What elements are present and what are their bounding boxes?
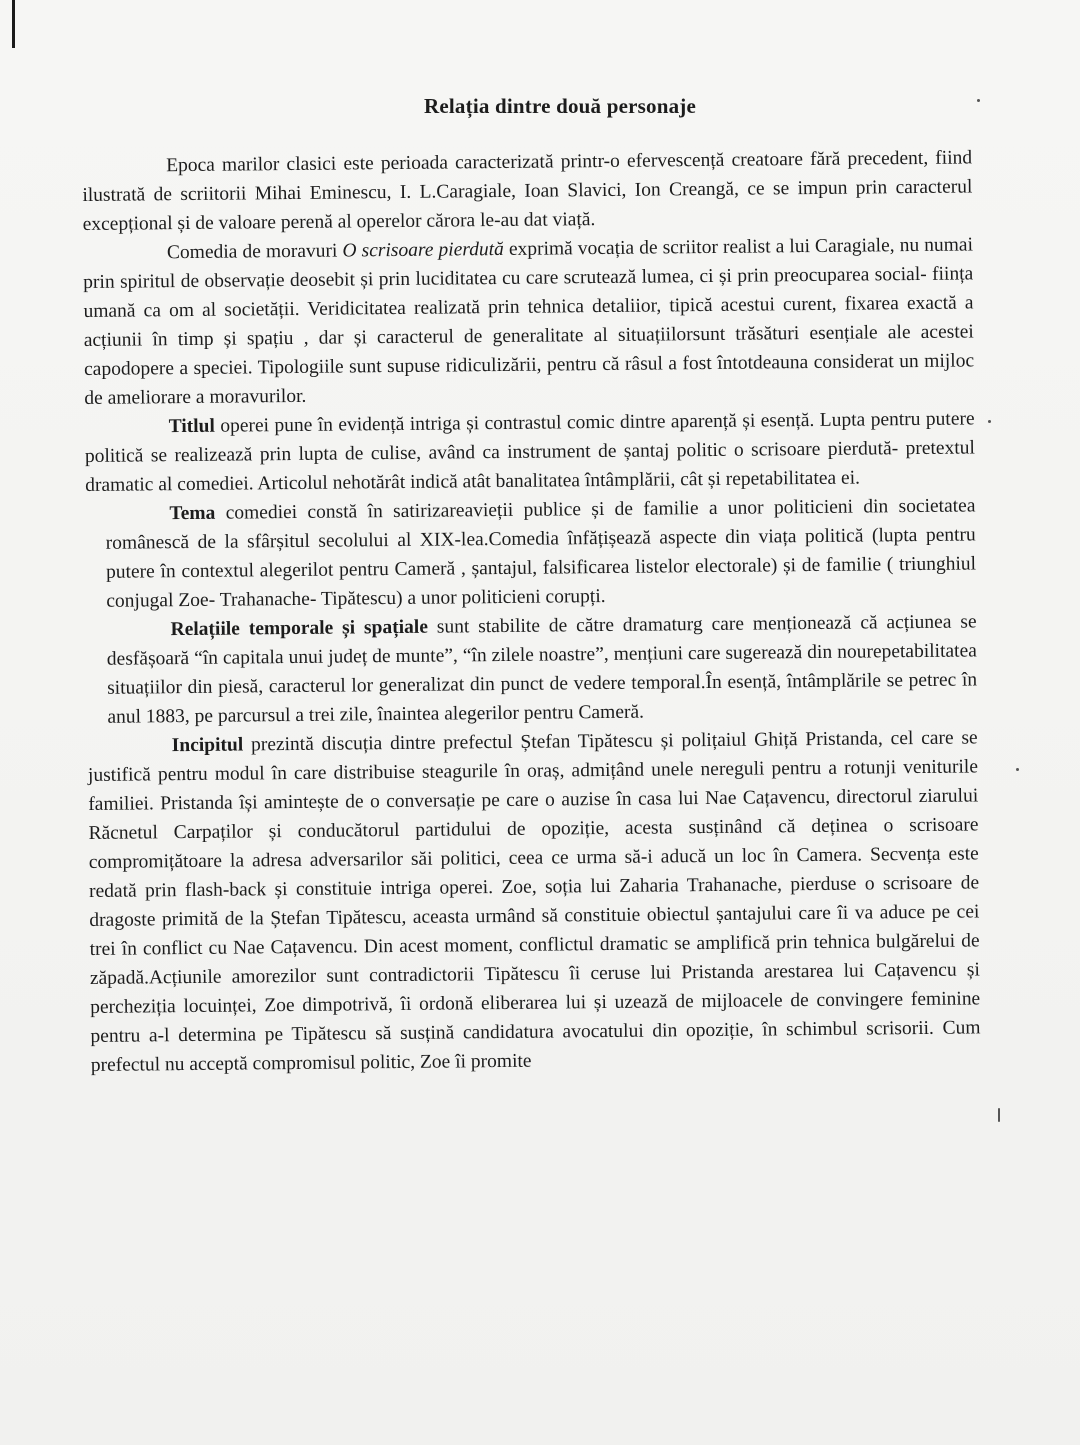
paragraph-lead-bold: Tema <box>169 502 216 525</box>
document-body <box>82 143 981 1080</box>
paragraph-lead-bold: Incipitul <box>171 734 244 757</box>
paragraph-incipit <box>88 723 981 1080</box>
paragraph-text: exprimă vocația de scriitor realist a lui Caragiale, nu numai prin spiritul de observație deosebit și prin luciditatea cu care scrutează lumea, ci și prin preocuparea social- ființa umană ca om al societății. Veridicitatea realizată prin tehnica detaliior, tipică acestui curent, fixarea exactă a acțiunii în timp și spațiu , dar și caracterul de generalitate al situațiilorsunt trăsături esențiale ale acestei capodopere a speciei. Tipologiile sunt supuse ridiculizării, pentru că râsul a fost întotdeauna considerat un mijloc de ameliorare a moravurilor. <box>83 234 975 409</box>
paragraph-comedy <box>83 230 975 413</box>
page-edge-mark <box>12 0 15 48</box>
scan-speck <box>1016 768 1019 771</box>
play-title-italic: O scrisoare pierdută <box>342 238 504 262</box>
paragraph-text: sunt stabilite de către dramaturg care menționează că acțiunea se desfășoară “în capitala unui județ de munte”, “în zilele noastre”, mențiuni care sugerează din nourepetabilitatea situațiilor din piesă, caracterul lor generalizat din punct de vedere temporal.În esență, întâmplările se petrec în anul 1883, pe parcursul a trei zile, înaintea alegerilor pentru Cameră. <box>106 611 978 728</box>
paragraph-text: comediei constă în satirizareavieții publice și de familie a unor politicieni din societatea românescă de la sfârșitul secolului al XIX-lea.Comedia înfățișează aspecte din viața politică (lupta pentru putere în contextul alegerilot pentru Cameră , șantajul, falsificarea listelor electorale) și de familie ( triunghiul conjugal Zoe- Trahanache- Tipătescu) a unor politicieni corupți. <box>105 495 977 612</box>
document-title: Relația dintre două personaje <box>424 94 696 118</box>
paragraph-text: prezintă discuția dintre prefectul Ștefan Tipătescu și polițaiul Ghiță Pristanda, cel care se justifică pentru modul în care distribuise steagurile în oraș, admițând unele nereguli pentru a rotunji veniturile familiei. Pristanda își amintește de o conversație pe care o auzise în casa lui Nae Cațavencu, directorul ziarului Răcnetul Carpaților și conducătorul partidului de opoziție, acesta susținând că deținea o scrisoare compromițătoare la adresa adversarilor săi politici, ceea ce urma să-i aducă un loc în Camera. Secvența este redată prin flash-back și constituie intriga operei. Zoe, soția lui Zaharia Trahanache, pierduse o scrisoare de dragoste primită de la Ștefan Tipătescu, aceasta urmând să constituie obiectul șantajului care îi va aduce pe cei trei în conflict cu Nae Cațavencu. Din acest moment, conflictul dramatic se amplifică prin tehnica bulgărelui de zăpadă.Acțiunile amorezilor sunt contradictorii Tipătescu îi ceruse lui Pristanda arestarea lui Cațavencu și percheziția locuinței, Zoe dimpotrivă, îi ordonă eliberarea lui și uzează de mijloacele de convingere feminine pentru a-l determina pe Tipătescu să susțină candidatura avocatului din opoziție, în schimbul scrisorii. Cum prefectul nu acceptă compromisul politic, Zoe îi promite <box>87 727 981 1076</box>
paragraph-intro <box>82 143 973 239</box>
paragraph-text: Comedia de moravuri <box>166 240 343 264</box>
paragraph-text: Epoca marilor clasici este perioada caracterizată printr-o efervescență creatoare fără precedent, fiind ilustrată de scriitorii Mihai Eminescu, I. L.Caragiale, Ioan Slavici, Ion Creangă, ce se impun prin caracterul excepțional și de valoare perenă al operelor cărora le-au dat viață. <box>82 147 973 235</box>
paragraph-titlul <box>85 404 976 500</box>
scan-speck <box>998 1108 1000 1122</box>
paragraph-text: operei pune în evidență intriga și contrastul comic dintre aparență și esență. Lupta pentru putere politică se realizează prin lupta de culise, având ca instrument de șantaj politic o scrisoare pierdută- pretextul dramatic al comediei. Articolul nehotărât indică atât banalitatea întâmplării, cât și repetabilitatea ei. <box>84 408 975 496</box>
paragraph-lead-bold: Titlul <box>168 415 215 438</box>
paragraph-relatii <box>86 607 977 732</box>
scan-speck <box>988 420 991 423</box>
paragraph-lead-bold: Relațiile temporale și spațiale <box>170 616 429 641</box>
paragraph-tema <box>85 491 976 616</box>
